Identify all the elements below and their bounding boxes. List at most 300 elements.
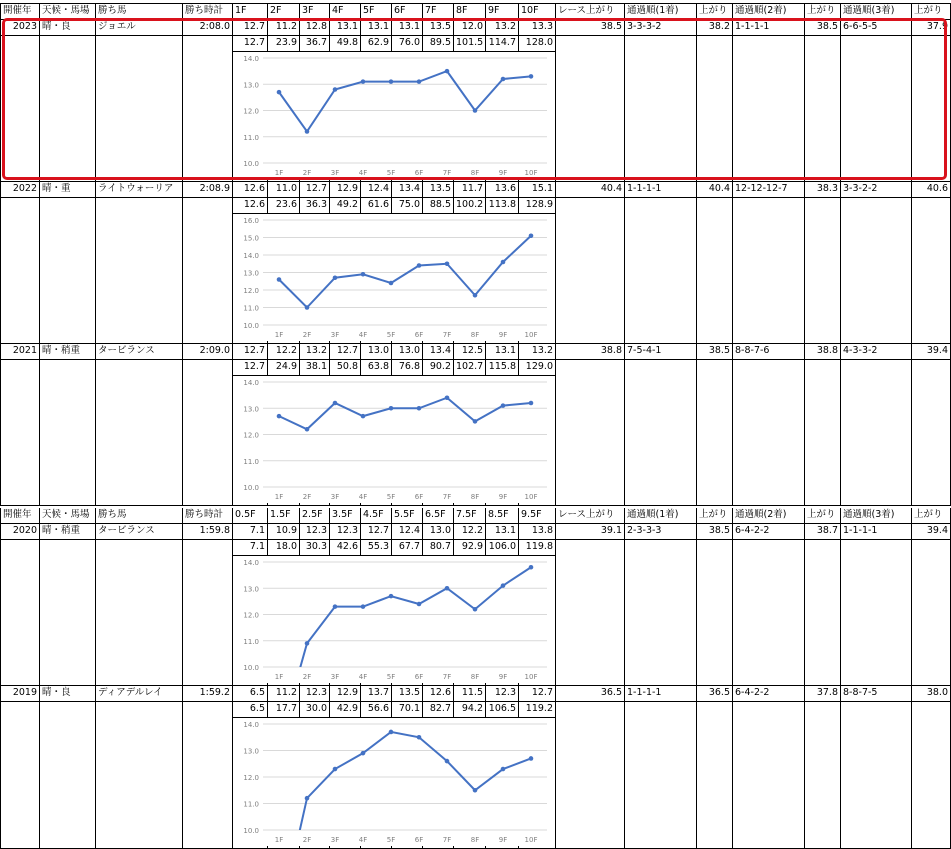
passing-order-2nd[interactable]: 6-4-2-2: [733, 524, 805, 540]
x-tick-label: 5F: [386, 673, 396, 681]
cumulative-time[interactable]: 12.7: [233, 36, 268, 52]
lap-time[interactable]: 12.7: [519, 686, 556, 702]
column-header[interactable]: 5.5F: [392, 508, 423, 524]
empty-cell[interactable]: [556, 702, 625, 849]
lap-time[interactable]: 12.3: [330, 524, 361, 540]
cumulative-time[interactable]: 113.8: [486, 198, 519, 214]
empty-cell[interactable]: [0, 36, 40, 182]
cumulative-time[interactable]: 119.8: [519, 540, 556, 556]
column-header[interactable]: 8F: [454, 4, 486, 20]
column-header[interactable]: 8.5F: [486, 508, 519, 524]
lap-time[interactable]: 13.1: [486, 524, 519, 540]
last-3f-1st[interactable]: 38.5: [697, 344, 733, 360]
data-point: [305, 427, 310, 432]
cumulative-time[interactable]: 119.2: [519, 702, 556, 718]
empty-cell[interactable]: [912, 540, 951, 686]
column-header[interactable]: 6F: [392, 4, 423, 20]
last-3f-2nd[interactable]: 38.5: [805, 20, 841, 36]
column-header[interactable]: 上がり: [912, 508, 951, 524]
x-tick-label: 5F: [386, 169, 396, 177]
x-tick-label: 4F: [358, 673, 368, 681]
lap-time[interactable]: 13.2: [519, 344, 556, 360]
race-winner[interactable]: タービランス: [96, 524, 183, 540]
cumulative-time[interactable]: 82.7: [423, 702, 454, 718]
x-tick-label: 2F: [302, 836, 312, 844]
empty-cell[interactable]: [697, 540, 733, 686]
race-condition[interactable]: 晴・良: [40, 686, 96, 702]
lap-time[interactable]: 13.1: [330, 20, 361, 36]
chart-background: [233, 718, 555, 846]
y-tick-label: 10.0: [243, 827, 259, 835]
last-3f-3rd[interactable]: 39.4: [912, 344, 951, 360]
y-tick-label: 11.0: [243, 133, 259, 142]
cumulative-time[interactable]: 67.7: [392, 540, 423, 556]
race-year[interactable]: 2020: [0, 524, 40, 540]
cumulative-time[interactable]: 55.3: [361, 540, 392, 556]
y-tick-label: 14.0: [243, 559, 259, 567]
column-header[interactable]: 通過順(2着): [733, 4, 805, 20]
empty-cell[interactable]: [733, 702, 805, 849]
empty-cell[interactable]: [556, 360, 625, 506]
lap-time[interactable]: 12.7: [300, 182, 330, 198]
empty-cell[interactable]: [805, 702, 841, 849]
lap-time[interactable]: 12.8: [300, 20, 330, 36]
race-year[interactable]: 2021: [0, 344, 40, 360]
lap-time[interactable]: 13.2: [300, 344, 330, 360]
cumulative-time[interactable]: 23.6: [268, 198, 300, 214]
x-tick-label: 6F: [414, 673, 424, 681]
empty-cell[interactable]: [805, 540, 841, 686]
data-point: [473, 419, 478, 424]
cumulative-time[interactable]: 7.1: [233, 540, 268, 556]
cumulative-time[interactable]: 129.0: [519, 360, 556, 376]
empty-cell[interactable]: [805, 198, 841, 344]
cumulative-time[interactable]: 90.2: [423, 360, 454, 376]
column-header[interactable]: 開催年: [0, 508, 40, 524]
empty-cell[interactable]: [40, 36, 96, 182]
last-3f-3rd[interactable]: 40.6: [912, 182, 951, 198]
column-header[interactable]: 通過順(3着): [841, 508, 912, 524]
empty-cell[interactable]: [183, 540, 233, 686]
lap-time[interactable]: 12.7: [233, 344, 268, 360]
cumulative-time[interactable]: 100.2: [454, 198, 486, 214]
empty-cell[interactable]: [0, 540, 40, 686]
column-header[interactable]: 開催年: [0, 4, 40, 20]
race-year[interactable]: 2022: [0, 182, 40, 198]
empty-cell[interactable]: [625, 36, 697, 182]
last-3f-1st[interactable]: 38.2: [697, 20, 733, 36]
column-header[interactable]: 0.5F: [233, 508, 268, 524]
lap-time[interactable]: 12.7: [233, 20, 268, 36]
column-header[interactable]: 勝ち馬: [96, 4, 183, 20]
cumulative-time[interactable]: 76.0: [392, 36, 423, 52]
lap-time[interactable]: 12.4: [361, 182, 392, 198]
cumulative-time[interactable]: 36.7: [300, 36, 330, 52]
lap-time[interactable]: 12.4: [392, 524, 423, 540]
empty-cell[interactable]: [40, 360, 96, 506]
lap-time[interactable]: 12.3: [300, 686, 330, 702]
empty-cell[interactable]: [556, 540, 625, 686]
column-header[interactable]: 9F: [486, 4, 519, 20]
cumulative-time[interactable]: 49.2: [330, 198, 361, 214]
cumulative-time[interactable]: 75.0: [392, 198, 423, 214]
x-tick-label: 2F: [302, 493, 312, 501]
column-header[interactable]: 4F: [330, 4, 361, 20]
empty-cell[interactable]: [625, 702, 697, 849]
cumulative-time[interactable]: 101.5: [454, 36, 486, 52]
lap-time[interactable]: 12.6: [423, 686, 454, 702]
empty-cell[interactable]: [805, 36, 841, 182]
lap-time[interactable]: 12.2: [268, 344, 300, 360]
y-tick-label: 12.0: [243, 774, 259, 782]
lap-time[interactable]: 13.3: [519, 20, 556, 36]
cumulative-time[interactable]: 106.0: [486, 540, 519, 556]
data-point: [417, 79, 422, 84]
cumulative-time[interactable]: 89.5: [423, 36, 454, 52]
passing-order-3rd[interactable]: 8-8-7-5: [841, 686, 912, 702]
race-condition[interactable]: 晴・稍重: [40, 524, 96, 540]
cumulative-time[interactable]: 61.6: [361, 198, 392, 214]
empty-cell[interactable]: [805, 360, 841, 506]
cumulative-time[interactable]: 63.8: [361, 360, 392, 376]
cumulative-time[interactable]: 115.8: [486, 360, 519, 376]
empty-cell[interactable]: [697, 702, 733, 849]
lap-time[interactable]: 13.6: [486, 182, 519, 198]
lap-time[interactable]: 11.2: [268, 20, 300, 36]
passing-order-1st[interactable]: 7-5-4-1: [625, 344, 697, 360]
race-winner[interactable]: ディアデルレイ: [96, 686, 183, 702]
data-point: [305, 129, 310, 134]
empty-cell[interactable]: [96, 702, 183, 849]
lap-time[interactable]: 12.3: [486, 686, 519, 702]
empty-cell[interactable]: [912, 702, 951, 849]
lap-time[interactable]: 10.9: [268, 524, 300, 540]
race-last-3f[interactable]: 39.1: [556, 524, 625, 540]
empty-cell[interactable]: [733, 198, 805, 344]
last-3f-2nd[interactable]: 38.7: [805, 524, 841, 540]
empty-cell[interactable]: [733, 540, 805, 686]
cumulative-time[interactable]: 128.0: [519, 36, 556, 52]
passing-order-2nd[interactable]: 6-4-2-2: [733, 686, 805, 702]
column-header[interactable]: 上がり: [805, 4, 841, 20]
empty-cell[interactable]: [96, 198, 183, 344]
column-header[interactable]: 3.5F: [330, 508, 361, 524]
column-header[interactable]: 上がり: [697, 4, 733, 20]
passing-order-3rd[interactable]: 1-1-1-1: [841, 524, 912, 540]
cumulative-time[interactable]: 38.1: [300, 360, 330, 376]
data-point: [361, 751, 366, 756]
data-point: [445, 69, 450, 74]
lap-time[interactable]: 13.1: [392, 20, 423, 36]
chart-background: [233, 556, 555, 683]
empty-cell[interactable]: [625, 360, 697, 506]
lap-time[interactable]: 13.4: [423, 344, 454, 360]
passing-order-2nd[interactable]: 1-1-1-1: [733, 20, 805, 36]
empty-cell[interactable]: [183, 702, 233, 849]
lap-time[interactable]: 12.9: [330, 686, 361, 702]
cumulative-time[interactable]: 102.7: [454, 360, 486, 376]
data-point: [305, 796, 310, 801]
lap-time[interactable]: 13.8: [519, 524, 556, 540]
cumulative-time[interactable]: 30.0: [300, 702, 330, 718]
cumulative-time[interactable]: 17.7: [268, 702, 300, 718]
cumulative-time[interactable]: 114.7: [486, 36, 519, 52]
race-condition[interactable]: 晴・良: [40, 20, 96, 36]
x-tick-label: 5F: [386, 836, 396, 844]
x-tick-label: 2F: [302, 673, 312, 681]
column-header[interactable]: 通過順(1着): [625, 508, 697, 524]
lap-time[interactable]: 11.0: [268, 182, 300, 198]
last-3f-2nd[interactable]: 38.3: [805, 182, 841, 198]
empty-cell[interactable]: [40, 540, 96, 686]
lap-time[interactable]: 7.1: [233, 524, 268, 540]
data-point: [277, 90, 282, 95]
x-tick-label: 1F: [274, 169, 284, 177]
empty-cell[interactable]: [912, 360, 951, 506]
race-winner[interactable]: ライトウォーリア: [96, 182, 183, 198]
cumulative-time[interactable]: 76.8: [392, 360, 423, 376]
lap-time[interactable]: 13.2: [486, 20, 519, 36]
lap-time[interactable]: 12.3: [300, 524, 330, 540]
cumulative-time[interactable]: 106.5: [486, 702, 519, 718]
lap-time[interactable]: 11.5: [454, 686, 486, 702]
empty-cell[interactable]: [697, 198, 733, 344]
data-point: [445, 261, 450, 266]
race-time[interactable]: 2:08.0: [183, 20, 233, 36]
last-3f-1st[interactable]: 38.5: [697, 524, 733, 540]
passing-order-3rd[interactable]: 3-3-2-2: [841, 182, 912, 198]
column-header[interactable]: 通過順(3着): [841, 4, 912, 20]
race-last-3f[interactable]: 38.5: [556, 20, 625, 36]
data-point: [445, 586, 450, 591]
race-time[interactable]: 1:59.8: [183, 524, 233, 540]
passing-order-1st[interactable]: 3-3-3-2: [625, 20, 697, 36]
race-time[interactable]: 1:59.2: [183, 686, 233, 702]
column-header[interactable]: 2F: [268, 4, 300, 20]
lap-time[interactable]: 12.7: [361, 524, 392, 540]
passing-order-1st[interactable]: 1-1-1-1: [625, 182, 697, 198]
lap-time-chart: [233, 718, 555, 846]
lap-time[interactable]: 13.1: [361, 20, 392, 36]
x-tick-label: 8F: [470, 169, 480, 177]
empty-cell[interactable]: [183, 198, 233, 344]
data-point: [305, 641, 310, 646]
x-tick-label: 5F: [386, 493, 396, 501]
passing-order-1st[interactable]: 2-3-3-3: [625, 524, 697, 540]
race-condition[interactable]: 晴・稍重: [40, 344, 96, 360]
lap-time[interactable]: 13.5: [392, 686, 423, 702]
race-year[interactable]: 2019: [0, 686, 40, 702]
empty-cell[interactable]: [912, 36, 951, 182]
lap-time[interactable]: 12.6: [233, 182, 268, 198]
last-3f-1st[interactable]: 40.4: [697, 182, 733, 198]
empty-cell[interactable]: [0, 198, 40, 344]
lap-time[interactable]: 6.5: [233, 686, 268, 702]
y-tick-label: 13.0: [243, 405, 259, 414]
data-point: [361, 604, 366, 609]
column-header[interactable]: 勝ち時計: [183, 508, 233, 524]
lap-time[interactable]: 13.7: [361, 686, 392, 702]
lap-time-chart: [233, 556, 555, 683]
data-point: [389, 406, 394, 411]
lap-time[interactable]: 12.9: [330, 182, 361, 198]
last-3f-2nd[interactable]: 37.8: [805, 686, 841, 702]
cumulative-time[interactable]: 42.9: [330, 702, 361, 718]
y-tick-label: 16.0: [243, 217, 259, 225]
cumulative-time[interactable]: 94.2: [454, 702, 486, 718]
column-header[interactable]: 勝ち時計: [183, 4, 233, 20]
cumulative-time[interactable]: 56.6: [361, 702, 392, 718]
column-header[interactable]: 7.5F: [454, 508, 486, 524]
x-tick-label: 6F: [414, 169, 424, 177]
x-tick-label: 9F: [498, 673, 508, 681]
cumulative-time[interactable]: 24.9: [268, 360, 300, 376]
lap-time[interactable]: 11.2: [268, 686, 300, 702]
data-point: [333, 604, 338, 609]
race-winner[interactable]: タービランス: [96, 344, 183, 360]
lap-time[interactable]: 13.5: [423, 20, 454, 36]
cumulative-time[interactable]: 80.7: [423, 540, 454, 556]
column-header[interactable]: 天候・馬場: [40, 4, 96, 20]
column-header[interactable]: 3F: [300, 4, 330, 20]
cumulative-time[interactable]: 12.6: [233, 198, 268, 214]
empty-cell[interactable]: [0, 360, 40, 506]
cumulative-time[interactable]: 128.9: [519, 198, 556, 214]
column-header[interactable]: レース上がり: [556, 4, 625, 20]
last-3f-3rd[interactable]: 38.0: [912, 686, 951, 702]
empty-cell[interactable]: [841, 540, 912, 686]
empty-cell[interactable]: [841, 36, 912, 182]
x-tick-label: 3F: [330, 493, 340, 501]
empty-cell[interactable]: [96, 360, 183, 506]
column-header[interactable]: 7F: [423, 4, 454, 20]
x-tick-label: 2F: [302, 169, 312, 177]
cumulative-time[interactable]: 36.3: [300, 198, 330, 214]
cumulative-time[interactable]: 92.9: [454, 540, 486, 556]
empty-cell[interactable]: [183, 360, 233, 506]
race-last-3f[interactable]: 36.5: [556, 686, 625, 702]
column-header[interactable]: 上がり: [697, 508, 733, 524]
column-header[interactable]: レース上がり: [556, 508, 625, 524]
column-header[interactable]: 天候・馬場: [40, 508, 96, 524]
empty-cell[interactable]: [40, 198, 96, 344]
empty-cell[interactable]: [0, 702, 40, 849]
column-header[interactable]: 勝ち馬: [96, 508, 183, 524]
lap-time[interactable]: 13.0: [361, 344, 392, 360]
passing-order-1st[interactable]: 1-1-1-1: [625, 686, 697, 702]
race-winner[interactable]: ジョエル: [96, 20, 183, 36]
race-last-3f[interactable]: 38.8: [556, 344, 625, 360]
passing-order-3rd[interactable]: 4-3-3-2: [841, 344, 912, 360]
column-header[interactable]: 1.5F: [268, 508, 300, 524]
data-point: [389, 730, 394, 735]
y-tick-label: 10.0: [243, 322, 259, 330]
cumulative-time[interactable]: 88.5: [423, 198, 454, 214]
race-time[interactable]: 2:08.9: [183, 182, 233, 198]
empty-cell[interactable]: [733, 36, 805, 182]
empty-cell[interactable]: [40, 702, 96, 849]
passing-order-2nd[interactable]: 12-12-12-7: [733, 182, 805, 198]
column-header[interactable]: 4.5F: [361, 508, 392, 524]
lap-time[interactable]: 13.4: [392, 182, 423, 198]
lap-time[interactable]: 12.5: [454, 344, 486, 360]
lap-time[interactable]: 12.0: [454, 20, 486, 36]
cumulative-time[interactable]: 49.8: [330, 36, 361, 52]
cumulative-time[interactable]: 42.6: [330, 540, 361, 556]
x-tick-label: 1F: [274, 836, 284, 844]
y-tick-label: 15.0: [243, 234, 259, 243]
cumulative-time[interactable]: 30.3: [300, 540, 330, 556]
empty-cell[interactable]: [556, 36, 625, 182]
empty-cell[interactable]: [96, 540, 183, 686]
cumulative-time[interactable]: 18.0: [268, 540, 300, 556]
race-condition[interactable]: 晴・重: [40, 182, 96, 198]
cumulative-time[interactable]: 23.9: [268, 36, 300, 52]
column-header[interactable]: 通過順(2着): [733, 508, 805, 524]
passing-order-3rd[interactable]: 6-6-5-5: [841, 20, 912, 36]
empty-cell[interactable]: [625, 540, 697, 686]
cumulative-time[interactable]: 62.9: [361, 36, 392, 52]
empty-cell[interactable]: [733, 360, 805, 506]
column-header[interactable]: 上がり: [912, 4, 951, 20]
column-header[interactable]: 上がり: [805, 508, 841, 524]
last-3f-2nd[interactable]: 38.8: [805, 344, 841, 360]
last-3f-1st[interactable]: 36.5: [697, 686, 733, 702]
empty-cell[interactable]: [841, 360, 912, 506]
column-header[interactable]: 5F: [361, 4, 392, 20]
race-time[interactable]: 2:09.0: [183, 344, 233, 360]
data-point: [361, 414, 366, 419]
column-header[interactable]: 9.5F: [519, 508, 556, 524]
lap-time[interactable]: 11.7: [454, 182, 486, 198]
data-point: [473, 108, 478, 113]
column-header[interactable]: 通過順(1着): [625, 4, 697, 20]
lap-time[interactable]: 12.2: [454, 524, 486, 540]
lap-time[interactable]: 12.7: [330, 344, 361, 360]
empty-cell[interactable]: [841, 198, 912, 344]
empty-cell[interactable]: [697, 360, 733, 506]
empty-cell[interactable]: [625, 198, 697, 344]
empty-cell[interactable]: [841, 702, 912, 849]
cumulative-time[interactable]: 70.1: [392, 702, 423, 718]
last-3f-3rd[interactable]: 37.9: [912, 20, 951, 36]
column-header[interactable]: 10F: [519, 4, 556, 20]
column-header[interactable]: 6.5F: [423, 508, 454, 524]
empty-cell[interactable]: [912, 198, 951, 344]
passing-order-2nd[interactable]: 8-8-7-6: [733, 344, 805, 360]
cumulative-time[interactable]: 12.7: [233, 360, 268, 376]
last-3f-3rd[interactable]: 39.4: [912, 524, 951, 540]
x-tick-label: 7F: [442, 673, 452, 681]
lap-time[interactable]: 13.0: [423, 524, 454, 540]
x-tick-label: 10F: [524, 836, 538, 844]
lap-time[interactable]: 13.5: [423, 182, 454, 198]
lap-time[interactable]: 13.0: [392, 344, 423, 360]
empty-cell[interactable]: [96, 36, 183, 182]
data-point: [529, 233, 534, 238]
column-header[interactable]: 1F: [233, 4, 268, 20]
race-year[interactable]: 2023: [0, 20, 40, 36]
empty-cell[interactable]: [556, 198, 625, 344]
lap-time[interactable]: 15.1: [519, 182, 556, 198]
empty-cell[interactable]: [183, 36, 233, 182]
empty-cell[interactable]: [697, 36, 733, 182]
column-header[interactable]: 2.5F: [300, 508, 330, 524]
cumulative-time[interactable]: 50.8: [330, 360, 361, 376]
race-last-3f[interactable]: 40.4: [556, 182, 625, 198]
lap-time[interactable]: 13.1: [486, 344, 519, 360]
cumulative-time[interactable]: 6.5: [233, 702, 268, 718]
